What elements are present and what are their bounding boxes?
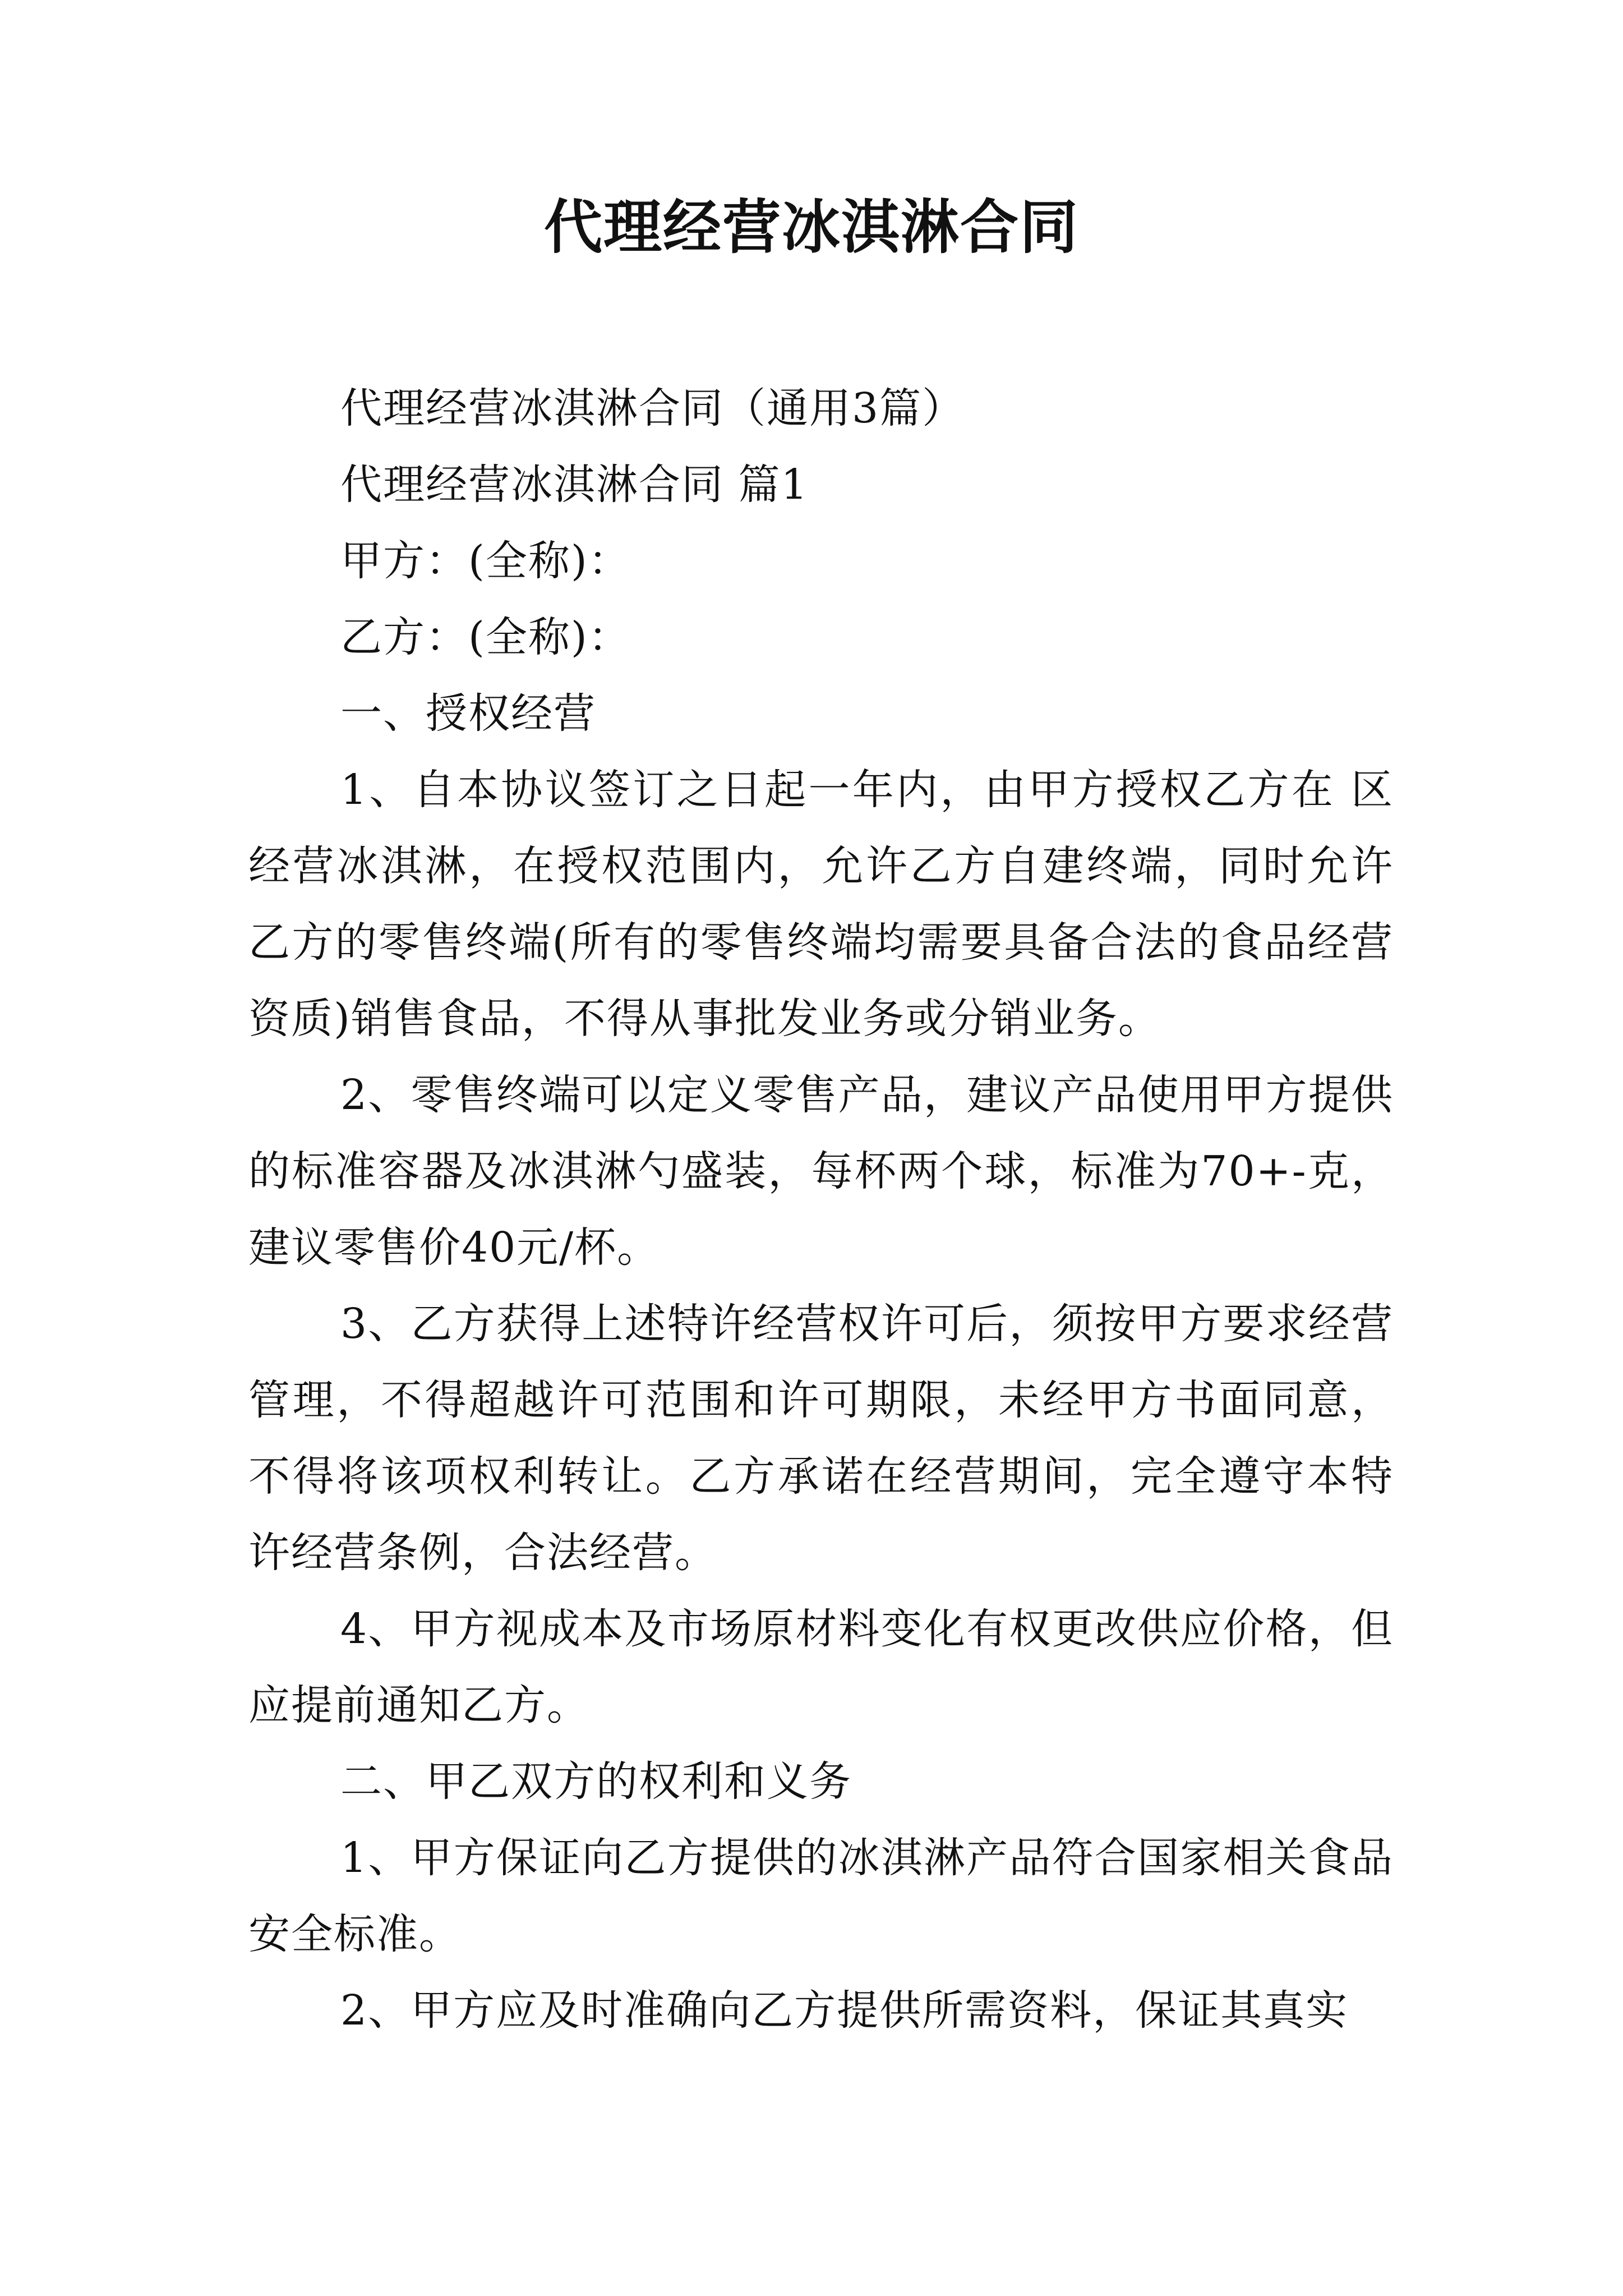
paragraph-heading-authorization: 一、授权经营 bbox=[340, 689, 596, 738]
paragraph-party-b: 乙方：(全称)： bbox=[340, 613, 631, 661]
paragraph-clause: 3、乙方获得上述特许经营权许可后，须按甲方要求经营管理，不得超越许可范围和许可期限，未经甲方书面同意，不得将该项权利转让。乙方承诺在经营期间，完全遵守本特许经营条例，合法经营。 bbox=[248, 1300, 1394, 1577]
paragraph-clause: 2、零售终端可以定义零售产品，建议产品使用甲方提供的标准容器及冰淇淋勺盛装，每杯两个球，标准为70+-克，建议零售价40元/杯。 bbox=[248, 1071, 1394, 1272]
paragraph-clause: 1、甲方保证向乙方提供的冰淇淋产品符合国家相关食品安全标准。 bbox=[248, 1834, 1394, 1958]
document-title: 代理经营冰淇淋合同 bbox=[543, 192, 1079, 261]
paragraph-heading-rights-obligations: 二、甲乙双方的权利和义务 bbox=[340, 1757, 852, 1806]
paragraph-clause: 4、甲方视成本及市场原材料变化有权更改供应价格，但应提前通知乙方。 bbox=[248, 1605, 1394, 1729]
document-body bbox=[248, 370, 1394, 2049]
paragraph-party-a: 甲方：(全称)： bbox=[340, 537, 631, 585]
paragraph-subtitle: 代理经营冰淇淋合同（通用3篇） bbox=[340, 384, 965, 432]
paragraph-clause: 2、甲方应及时准确向乙方提供所需资料，保证其真实 bbox=[340, 1986, 1349, 2035]
paragraph-section-heading: 代理经营冰淇淋合同 篇1 bbox=[340, 461, 809, 509]
paragraph-clause: 1、自本协议签订之日起一年内，由甲方授权乙方在 区经营冰淇淋，在授权范围内，允许乙方自建终端，同时允许乙方的零售终端(所有的零售终端均需要具备合法的食品经营资质)销售食品，不得从事批发业务或分销业务。 bbox=[248, 766, 1394, 1043]
